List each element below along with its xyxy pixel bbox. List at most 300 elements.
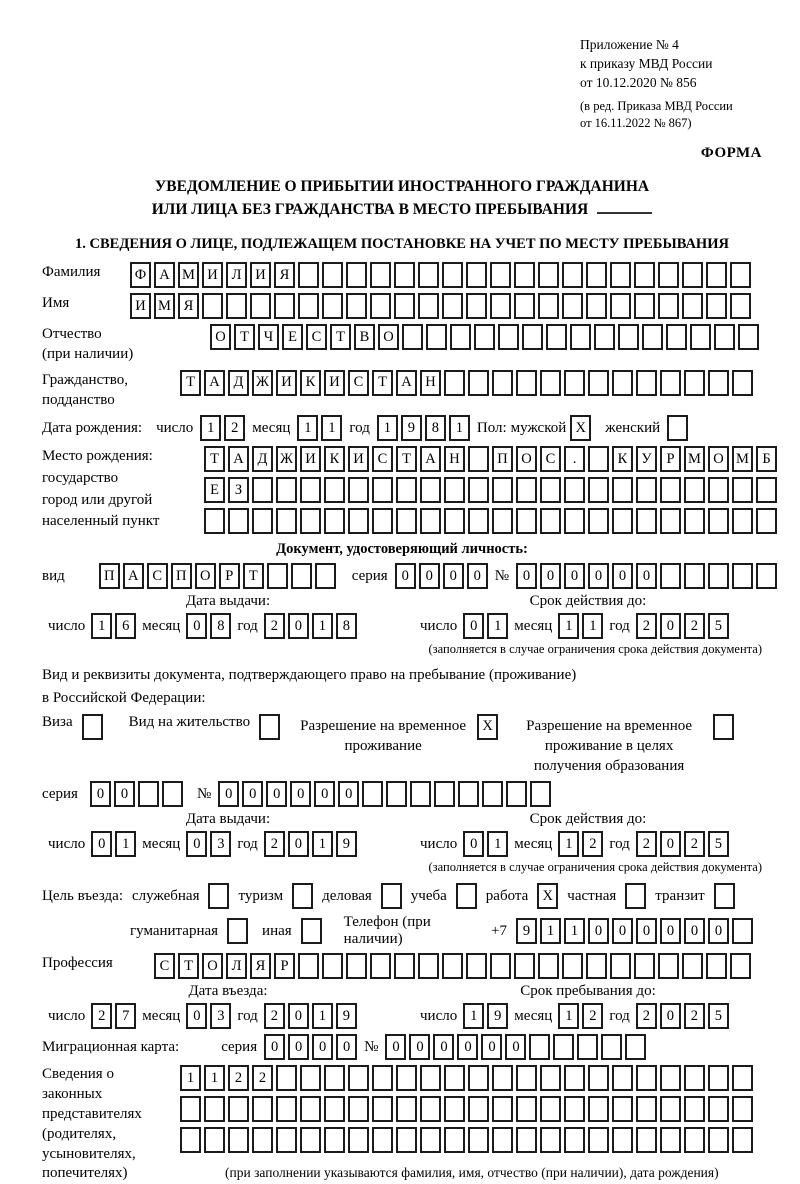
char-cell[interactable]: 2 — [684, 831, 705, 857]
char-cell[interactable]: 1 — [204, 1065, 225, 1091]
char-cell[interactable] — [636, 477, 657, 503]
char-cell[interactable] — [442, 293, 463, 319]
char-cell[interactable]: 0 — [443, 563, 464, 589]
char-cell[interactable]: 9 — [336, 1003, 357, 1029]
char-cell[interactable]: 2 — [684, 613, 705, 639]
char-cell[interactable]: 0 — [684, 918, 705, 944]
char-cell[interactable] — [706, 293, 727, 319]
char-cell[interactable] — [444, 1096, 465, 1122]
char-cell[interactable]: Т — [204, 446, 225, 472]
char-cell[interactable] — [180, 1096, 201, 1122]
char-cell[interactable]: 0 — [708, 918, 729, 944]
char-cell[interactable]: К — [324, 446, 345, 472]
char-cell[interactable] — [468, 1127, 489, 1153]
char-cell[interactable]: Ж — [252, 370, 273, 396]
char-cell[interactable]: А — [123, 563, 144, 589]
char-cell[interactable]: 2 — [636, 1003, 657, 1029]
char-cell[interactable] — [420, 1065, 441, 1091]
char-cell[interactable]: 0 — [660, 613, 681, 639]
char-cell[interactable]: Б — [756, 446, 777, 472]
char-cell[interactable]: 2 — [684, 1003, 705, 1029]
char-cell[interactable] — [588, 508, 609, 534]
char-cell[interactable] — [660, 1096, 681, 1122]
char-cell[interactable]: И — [348, 446, 369, 472]
char-cell[interactable] — [276, 1096, 297, 1122]
char-cell[interactable]: 2 — [264, 831, 285, 857]
char-cell[interactable] — [562, 262, 583, 288]
char-cell[interactable]: 0 — [395, 563, 416, 589]
char-cell[interactable] — [276, 508, 297, 534]
char-cell[interactable] — [226, 293, 247, 319]
char-cell[interactable]: Л — [226, 953, 247, 979]
char-cell[interactable] — [322, 293, 343, 319]
char-cell[interactable] — [586, 262, 607, 288]
char-cell[interactable] — [636, 1096, 657, 1122]
char-cell[interactable]: К — [612, 446, 633, 472]
char-cell[interactable] — [444, 1065, 465, 1091]
char-cell[interactable] — [348, 1127, 369, 1153]
char-cell[interactable] — [682, 262, 703, 288]
char-cell[interactable]: 1 — [558, 1003, 579, 1029]
char-cell[interactable]: 0 — [467, 563, 488, 589]
char-cell[interactable] — [610, 953, 631, 979]
char-cell[interactable]: 2 — [636, 831, 657, 857]
char-cell[interactable] — [372, 508, 393, 534]
char-cell[interactable]: П — [99, 563, 120, 589]
char-cell[interactable] — [658, 293, 679, 319]
char-cell[interactable]: В — [354, 324, 375, 350]
char-cell[interactable]: Е — [282, 324, 303, 350]
char-cell[interactable] — [708, 508, 729, 534]
char-cell[interactable]: 3 — [210, 831, 231, 857]
char-cell[interactable] — [682, 953, 703, 979]
char-cell[interactable] — [204, 1127, 225, 1153]
char-cell[interactable] — [492, 508, 513, 534]
char-cell[interactable] — [540, 477, 561, 503]
char-cell[interactable]: 1 — [377, 415, 398, 441]
char-cell[interactable]: И — [130, 293, 151, 319]
char-cell[interactable] — [458, 781, 479, 807]
char-cell[interactable] — [298, 293, 319, 319]
char-cell[interactable] — [516, 477, 537, 503]
char-cell[interactable] — [468, 446, 489, 472]
char-cell[interactable] — [684, 508, 705, 534]
char-cell[interactable] — [660, 1127, 681, 1153]
char-cell[interactable] — [492, 1065, 513, 1091]
char-cell[interactable] — [588, 1065, 609, 1091]
char-cell[interactable] — [708, 1127, 729, 1153]
char-cell[interactable] — [732, 370, 753, 396]
char-cell[interactable] — [372, 477, 393, 503]
char-cell[interactable] — [642, 324, 663, 350]
char-cell[interactable] — [660, 1065, 681, 1091]
char-cell[interactable] — [634, 953, 655, 979]
char-cell[interactable]: 9 — [336, 831, 357, 857]
char-cell[interactable] — [324, 1096, 345, 1122]
char-cell[interactable]: 0 — [336, 1034, 357, 1060]
char-cell[interactable] — [708, 1096, 729, 1122]
char-cell[interactable]: А — [396, 370, 417, 396]
char-cell[interactable]: 0 — [288, 1003, 309, 1029]
char-cell[interactable]: 0 — [463, 613, 484, 639]
char-cell[interactable]: 8 — [210, 613, 231, 639]
char-cell[interactable]: 0 — [242, 781, 263, 807]
char-cell[interactable]: Д — [228, 370, 249, 396]
char-cell[interactable]: 6 — [115, 613, 136, 639]
char-cell[interactable]: 0 — [457, 1034, 478, 1060]
char-cell[interactable]: 0 — [588, 918, 609, 944]
char-cell[interactable] — [588, 1127, 609, 1153]
char-cell[interactable] — [300, 477, 321, 503]
char-cell[interactable] — [594, 324, 615, 350]
purpose-humanitarian-checkbox[interactable] — [227, 918, 248, 944]
char-cell[interactable] — [684, 1065, 705, 1091]
char-cell[interactable]: М — [154, 293, 175, 319]
char-cell[interactable]: О — [516, 446, 537, 472]
char-cell[interactable] — [394, 262, 415, 288]
char-cell[interactable]: 0 — [636, 918, 657, 944]
char-cell[interactable]: 2 — [582, 1003, 603, 1029]
char-cell[interactable] — [204, 508, 225, 534]
char-cell[interactable] — [516, 1096, 537, 1122]
char-cell[interactable] — [564, 1065, 585, 1091]
char-cell[interactable]: 1 — [540, 918, 561, 944]
char-cell[interactable] — [180, 1127, 201, 1153]
char-cell[interactable] — [228, 1127, 249, 1153]
char-cell[interactable]: 3 — [210, 1003, 231, 1029]
sex-female-checkbox[interactable] — [667, 415, 688, 441]
char-cell[interactable] — [498, 324, 519, 350]
char-cell[interactable] — [468, 508, 489, 534]
char-cell[interactable]: 0 — [266, 781, 287, 807]
char-cell[interactable]: С — [348, 370, 369, 396]
char-cell[interactable] — [612, 370, 633, 396]
char-cell[interactable]: 0 — [660, 1003, 681, 1029]
char-cell[interactable] — [410, 781, 431, 807]
char-cell[interactable]: 2 — [264, 613, 285, 639]
char-cell[interactable] — [732, 1127, 753, 1153]
char-cell[interactable]: Л — [226, 262, 247, 288]
char-cell[interactable] — [346, 953, 367, 979]
purpose-private-checkbox[interactable] — [625, 883, 646, 909]
purpose-work-checkbox[interactable]: X — [537, 883, 558, 909]
char-cell[interactable]: О — [202, 953, 223, 979]
char-cell[interactable] — [250, 293, 271, 319]
char-cell[interactable]: 0 — [433, 1034, 454, 1060]
purpose-service-checkbox[interactable] — [208, 883, 229, 909]
char-cell[interactable] — [386, 781, 407, 807]
purpose-other-checkbox[interactable] — [301, 918, 322, 944]
char-cell[interactable] — [514, 262, 535, 288]
char-cell[interactable]: 0 — [660, 918, 681, 944]
char-cell[interactable] — [348, 1096, 369, 1122]
char-cell[interactable]: А — [154, 262, 175, 288]
char-cell[interactable] — [298, 953, 319, 979]
char-cell[interactable] — [660, 563, 681, 589]
char-cell[interactable]: 0 — [636, 563, 657, 589]
char-cell[interactable] — [468, 1096, 489, 1122]
char-cell[interactable] — [370, 953, 391, 979]
char-cell[interactable] — [612, 1127, 633, 1153]
char-cell[interactable] — [466, 262, 487, 288]
char-cell[interactable]: И — [324, 370, 345, 396]
char-cell[interactable]: 0 — [419, 563, 440, 589]
char-cell[interactable]: З — [228, 477, 249, 503]
char-cell[interactable]: О — [378, 324, 399, 350]
char-cell[interactable]: М — [178, 262, 199, 288]
char-cell[interactable] — [634, 262, 655, 288]
char-cell[interactable] — [522, 324, 543, 350]
char-cell[interactable]: 5 — [708, 831, 729, 857]
char-cell[interactable] — [529, 1034, 550, 1060]
purpose-business-checkbox[interactable] — [381, 883, 402, 909]
char-cell[interactable] — [420, 1096, 441, 1122]
char-cell[interactable] — [291, 563, 312, 589]
char-cell[interactable] — [394, 293, 415, 319]
char-cell[interactable]: С — [540, 446, 561, 472]
char-cell[interactable] — [490, 262, 511, 288]
char-cell[interactable] — [372, 1065, 393, 1091]
char-cell[interactable] — [274, 293, 295, 319]
char-cell[interactable] — [658, 953, 679, 979]
edu-residence-checkbox[interactable] — [713, 714, 734, 740]
char-cell[interactable] — [756, 563, 777, 589]
char-cell[interactable]: 1 — [449, 415, 470, 441]
char-cell[interactable]: Я — [250, 953, 271, 979]
char-cell[interactable] — [442, 262, 463, 288]
char-cell[interactable]: 0 — [463, 831, 484, 857]
char-cell[interactable]: И — [276, 370, 297, 396]
char-cell[interactable] — [564, 477, 585, 503]
char-cell[interactable] — [372, 1127, 393, 1153]
char-cell[interactable] — [420, 477, 441, 503]
char-cell[interactable]: 9 — [516, 918, 537, 944]
char-cell[interactable]: 2 — [636, 613, 657, 639]
char-cell[interactable] — [588, 1096, 609, 1122]
char-cell[interactable]: 2 — [582, 831, 603, 857]
char-cell[interactable]: С — [306, 324, 327, 350]
char-cell[interactable]: Т — [330, 324, 351, 350]
char-cell[interactable] — [540, 370, 561, 396]
char-cell[interactable] — [490, 293, 511, 319]
char-cell[interactable] — [204, 1096, 225, 1122]
char-cell[interactable] — [396, 1127, 417, 1153]
char-cell[interactable] — [732, 1096, 753, 1122]
char-cell[interactable] — [530, 781, 551, 807]
char-cell[interactable] — [538, 953, 559, 979]
char-cell[interactable]: 0 — [588, 563, 609, 589]
char-cell[interactable] — [516, 1127, 537, 1153]
char-cell[interactable]: 1 — [558, 613, 579, 639]
char-cell[interactable]: 0 — [186, 831, 207, 857]
visa-checkbox[interactable] — [82, 714, 103, 740]
char-cell[interactable] — [396, 1096, 417, 1122]
purpose-transit-checkbox[interactable] — [714, 883, 735, 909]
char-cell[interactable] — [610, 262, 631, 288]
char-cell[interactable] — [660, 477, 681, 503]
char-cell[interactable] — [706, 262, 727, 288]
char-cell[interactable]: 0 — [540, 563, 561, 589]
char-cell[interactable]: Т — [180, 370, 201, 396]
char-cell[interactable] — [564, 1096, 585, 1122]
char-cell[interactable] — [370, 262, 391, 288]
char-cell[interactable] — [625, 1034, 646, 1060]
char-cell[interactable] — [660, 370, 681, 396]
char-cell[interactable]: 0 — [385, 1034, 406, 1060]
char-cell[interactable] — [636, 370, 657, 396]
char-cell[interactable]: 1 — [487, 613, 508, 639]
char-cell[interactable]: Т — [372, 370, 393, 396]
char-cell[interactable] — [466, 953, 487, 979]
char-cell[interactable]: 1 — [91, 613, 112, 639]
char-cell[interactable]: Ж — [276, 446, 297, 472]
char-cell[interactable]: У — [636, 446, 657, 472]
char-cell[interactable] — [588, 477, 609, 503]
char-cell[interactable] — [756, 508, 777, 534]
char-cell[interactable] — [708, 563, 729, 589]
char-cell[interactable] — [658, 262, 679, 288]
char-cell[interactable] — [553, 1034, 574, 1060]
title-blank-line[interactable] — [597, 199, 652, 214]
char-cell[interactable] — [468, 477, 489, 503]
char-cell[interactable] — [564, 1127, 585, 1153]
char-cell[interactable]: С — [372, 446, 393, 472]
char-cell[interactable] — [138, 781, 159, 807]
char-cell[interactable] — [444, 1127, 465, 1153]
char-cell[interactable]: 1 — [321, 415, 342, 441]
char-cell[interactable] — [562, 953, 583, 979]
char-cell[interactable] — [490, 953, 511, 979]
char-cell[interactable] — [482, 781, 503, 807]
char-cell[interactable]: 1 — [463, 1003, 484, 1029]
char-cell[interactable]: 0 — [114, 781, 135, 807]
char-cell[interactable] — [730, 953, 751, 979]
char-cell[interactable] — [372, 1096, 393, 1122]
char-cell[interactable] — [588, 446, 609, 472]
char-cell[interactable] — [444, 508, 465, 534]
char-cell[interactable] — [162, 781, 183, 807]
char-cell[interactable]: 1 — [180, 1065, 201, 1091]
char-cell[interactable] — [708, 477, 729, 503]
char-cell[interactable] — [396, 477, 417, 503]
char-cell[interactable]: 0 — [338, 781, 359, 807]
char-cell[interactable] — [252, 1127, 273, 1153]
char-cell[interactable] — [396, 508, 417, 534]
char-cell[interactable] — [418, 262, 439, 288]
char-cell[interactable]: 2 — [91, 1003, 112, 1029]
char-cell[interactable]: 0 — [612, 918, 633, 944]
char-cell[interactable] — [444, 477, 465, 503]
char-cell[interactable] — [730, 262, 751, 288]
char-cell[interactable] — [564, 370, 585, 396]
char-cell[interactable] — [666, 324, 687, 350]
char-cell[interactable] — [252, 1096, 273, 1122]
char-cell[interactable]: 1 — [115, 831, 136, 857]
char-cell[interactable] — [276, 1127, 297, 1153]
char-cell[interactable]: М — [684, 446, 705, 472]
char-cell[interactable] — [706, 953, 727, 979]
char-cell[interactable] — [324, 477, 345, 503]
char-cell[interactable]: К — [300, 370, 321, 396]
char-cell[interactable] — [516, 1065, 537, 1091]
char-cell[interactable]: 1 — [297, 415, 318, 441]
char-cell[interactable] — [612, 508, 633, 534]
char-cell[interactable] — [738, 324, 759, 350]
char-cell[interactable] — [612, 1065, 633, 1091]
char-cell[interactable] — [684, 1127, 705, 1153]
char-cell[interactable] — [708, 1065, 729, 1091]
char-cell[interactable] — [538, 262, 559, 288]
char-cell[interactable]: 0 — [516, 563, 537, 589]
char-cell[interactable] — [252, 477, 273, 503]
char-cell[interactable] — [418, 953, 439, 979]
char-cell[interactable] — [546, 324, 567, 350]
char-cell[interactable]: И — [202, 262, 223, 288]
char-cell[interactable]: Ф — [130, 262, 151, 288]
char-cell[interactable] — [228, 1096, 249, 1122]
char-cell[interactable] — [732, 563, 753, 589]
char-cell[interactable]: Д — [252, 446, 273, 472]
char-cell[interactable] — [492, 477, 513, 503]
char-cell[interactable] — [298, 262, 319, 288]
char-cell[interactable] — [564, 508, 585, 534]
char-cell[interactable] — [732, 918, 753, 944]
char-cell[interactable] — [492, 370, 513, 396]
char-cell[interactable] — [442, 953, 463, 979]
char-cell[interactable]: 1 — [200, 415, 221, 441]
char-cell[interactable]: Т — [243, 563, 264, 589]
char-cell[interactable]: 0 — [312, 1034, 333, 1060]
char-cell[interactable]: 5 — [708, 613, 729, 639]
char-cell[interactable]: А — [204, 370, 225, 396]
char-cell[interactable] — [426, 324, 447, 350]
char-cell[interactable]: С — [154, 953, 175, 979]
char-cell[interactable] — [690, 324, 711, 350]
char-cell[interactable] — [610, 293, 631, 319]
char-cell[interactable]: 0 — [218, 781, 239, 807]
char-cell[interactable] — [540, 1096, 561, 1122]
char-cell[interactable] — [402, 324, 423, 350]
char-cell[interactable]: Т — [234, 324, 255, 350]
char-cell[interactable] — [636, 1065, 657, 1091]
char-cell[interactable] — [468, 1065, 489, 1091]
temp-residence-checkbox[interactable]: X — [477, 714, 498, 740]
char-cell[interactable]: Р — [219, 563, 240, 589]
char-cell[interactable] — [612, 1096, 633, 1122]
char-cell[interactable]: 2 — [224, 415, 245, 441]
char-cell[interactable]: 0 — [264, 1034, 285, 1060]
char-cell[interactable] — [540, 1065, 561, 1091]
char-cell[interactable]: И — [250, 262, 271, 288]
char-cell[interactable]: 2 — [264, 1003, 285, 1029]
char-cell[interactable]: 8 — [425, 415, 446, 441]
char-cell[interactable] — [420, 508, 441, 534]
char-cell[interactable] — [682, 293, 703, 319]
char-cell[interactable] — [492, 1127, 513, 1153]
char-cell[interactable] — [684, 370, 705, 396]
char-cell[interactable] — [586, 293, 607, 319]
char-cell[interactable] — [394, 953, 415, 979]
char-cell[interactable]: А — [420, 446, 441, 472]
char-cell[interactable] — [300, 1127, 321, 1153]
char-cell[interactable] — [228, 508, 249, 534]
char-cell[interactable] — [202, 293, 223, 319]
char-cell[interactable] — [444, 370, 465, 396]
char-cell[interactable]: 1 — [312, 831, 333, 857]
char-cell[interactable] — [538, 293, 559, 319]
char-cell[interactable] — [588, 370, 609, 396]
char-cell[interactable] — [577, 1034, 598, 1060]
